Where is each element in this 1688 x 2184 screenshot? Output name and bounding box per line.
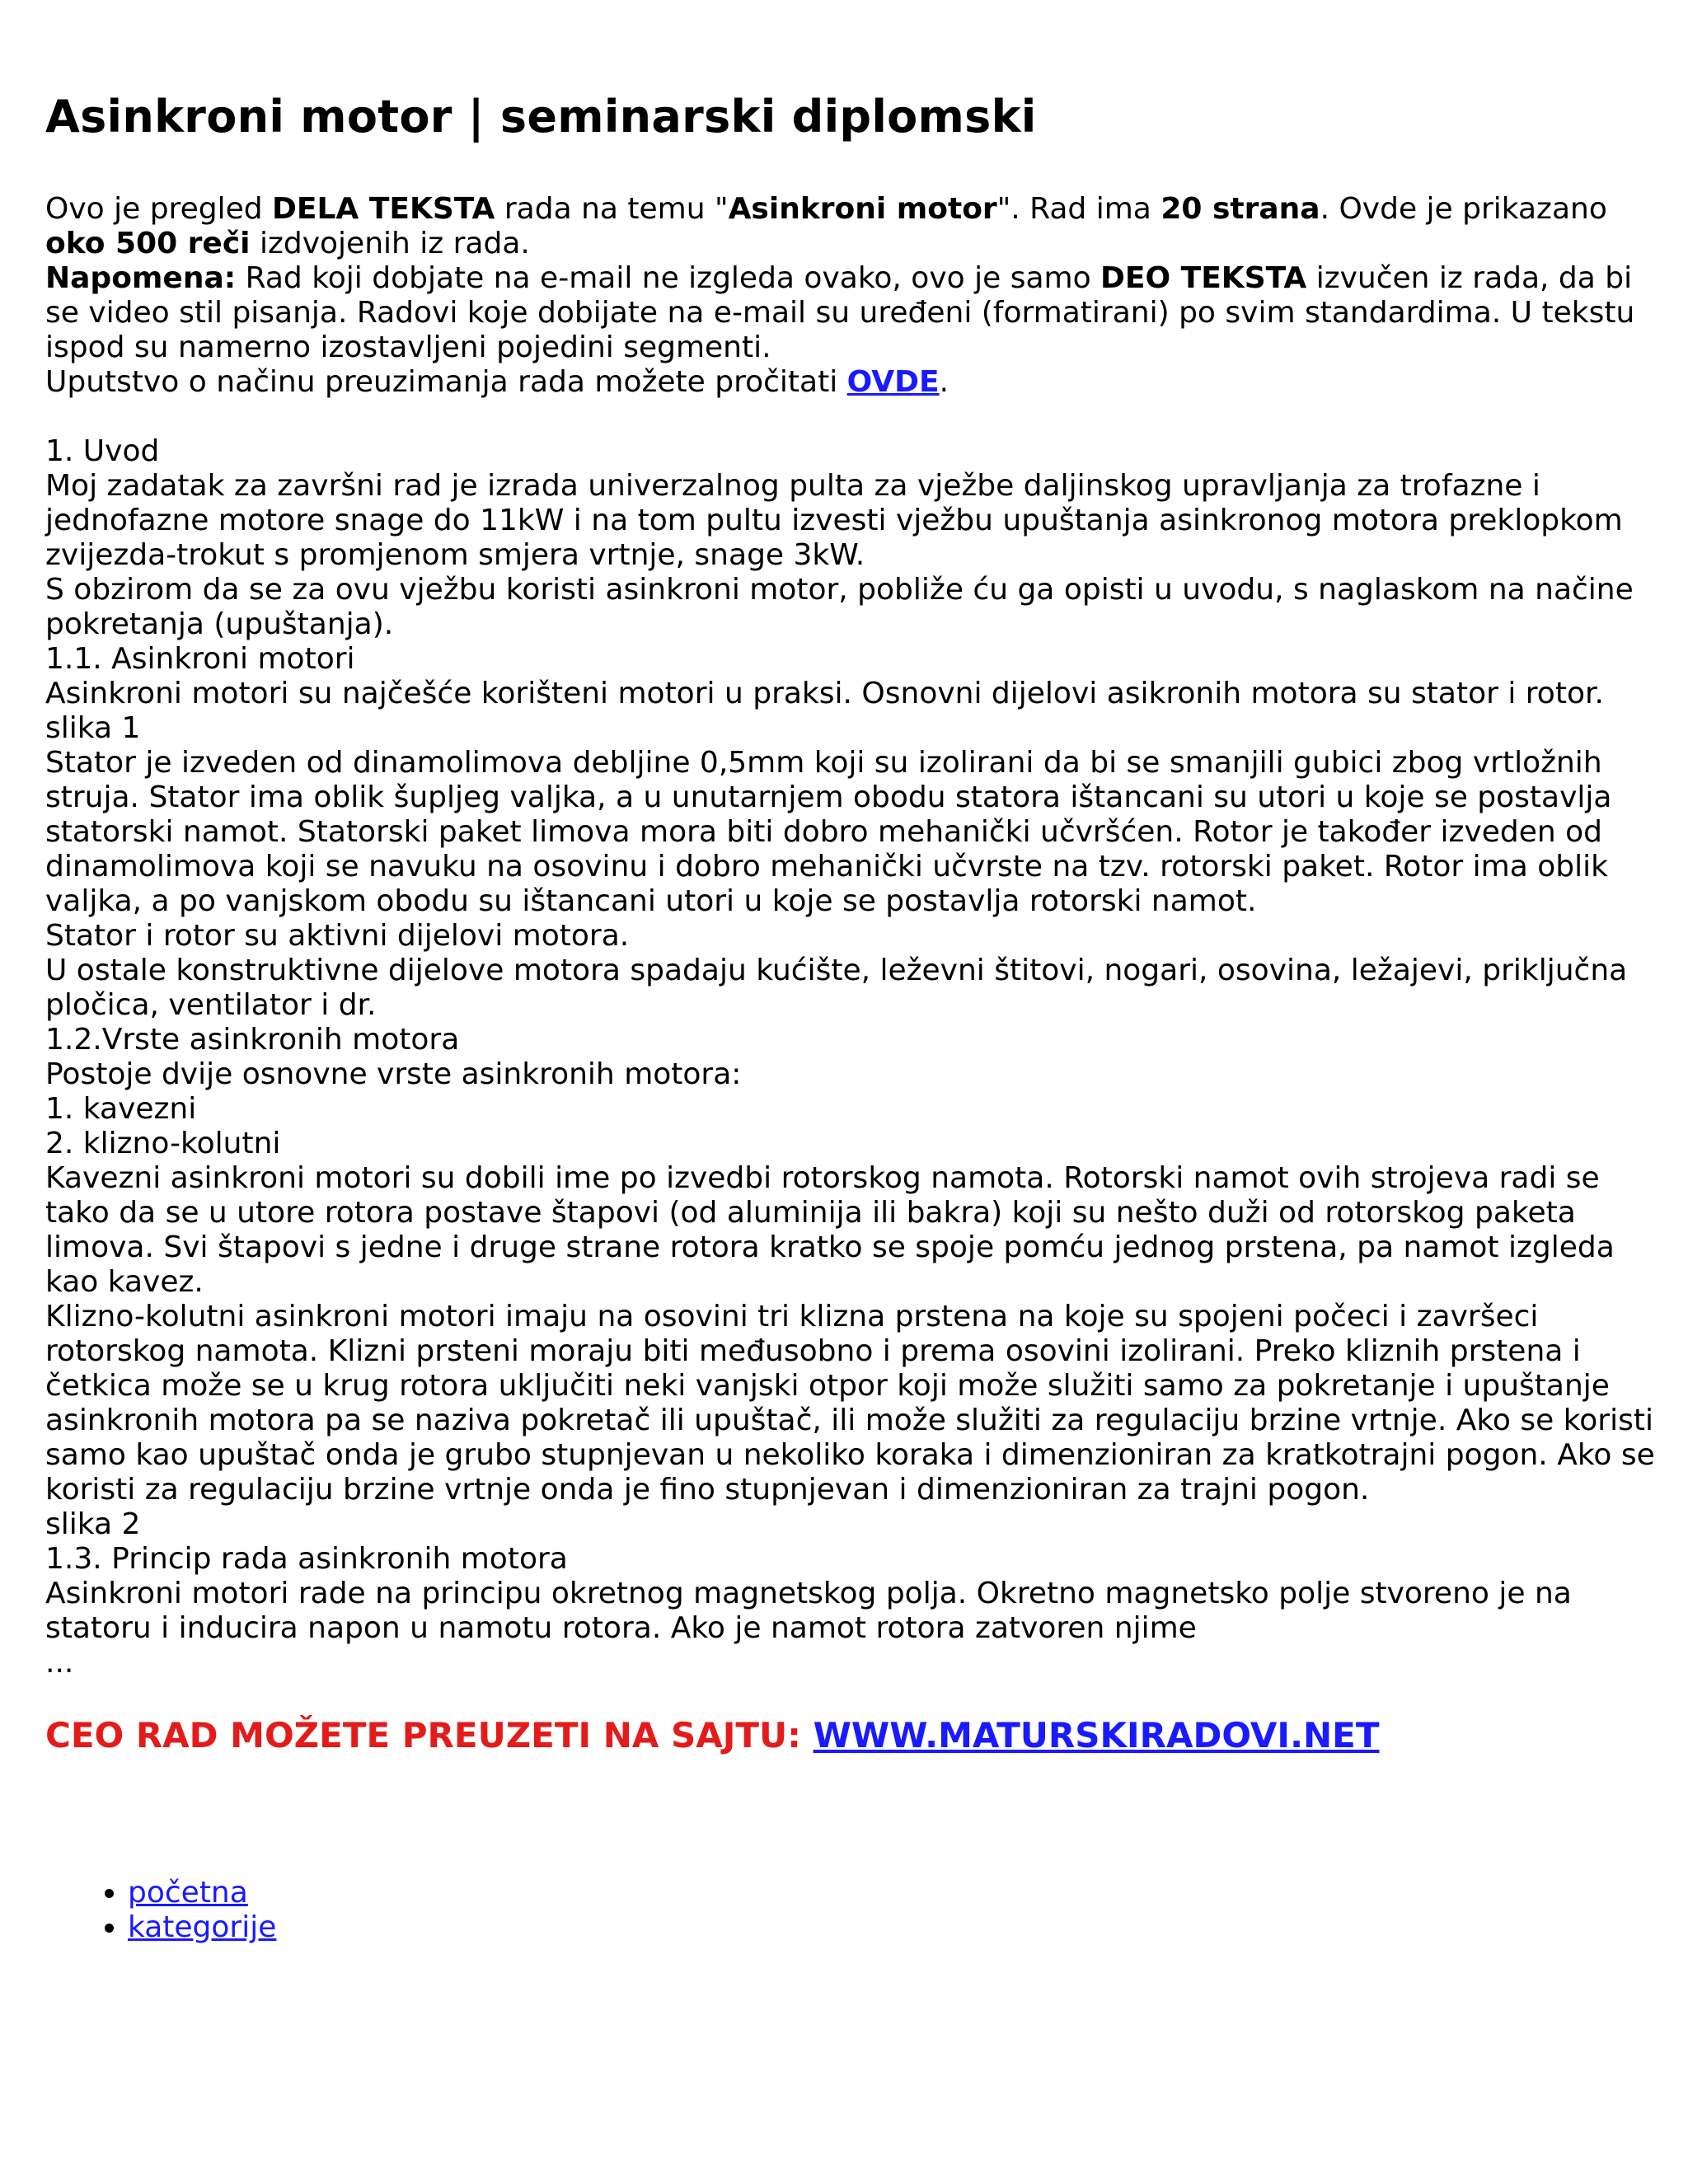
spacer	[45, 400, 1661, 434]
body-line: U ostale konstruktivne dijelove motora spadaju kućište, leževni štitovi, nogari, osovina, ležajevi, priključna pločica, ventilator i dr.	[45, 953, 1628, 1022]
intro-bold: DELA TEKSTA	[272, 191, 495, 226]
note-text: Rad koji dobjate na e-mail ne izgleda ovako, ovo je samo	[236, 260, 1101, 295]
note-paragraph	[45, 261, 1661, 365]
body-line: Moj zadatak za završni rad je izrada univerzalnog pulta za vježbe daljinskog upravljanja za trofazne i jednofazne motore snage do 11kW i na tom pultu izvesti vježbu upuštanja asinkronog motora preklopkom zvijezda-trokut s promjenom smjera vrtnje, snage 3kW.	[45, 468, 1623, 572]
instructions-link[interactable]: OVDE	[846, 364, 940, 399]
site-link[interactable]: WWW.MATURSKIRADOVI.NET	[813, 1714, 1380, 1755]
footer-nav	[45, 1876, 1661, 1945]
download-callout	[45, 1715, 1661, 1756]
nav-link-home[interactable]: početna	[128, 1875, 248, 1910]
word-count-bold: oko 500 reči	[45, 226, 251, 260]
body-line: Asinkroni motori rade na principu okretnog magnetskog polja. Okretno magnetsko polje stvoreno je na statoru i inducira napon u namotu rotora. Ako je namot rotora zatvoren njime	[45, 1576, 1572, 1645]
body-line: slika 1	[45, 710, 141, 745]
nav-item-home	[128, 1876, 1661, 1910]
body-line: Postoje dvije osnovne vrste asinkronih motora:	[45, 1057, 742, 1091]
note-text: izvučen iz rada, da bi se video stil pisanja. Radovi koje dobijate na e-mail su uređeni (formatirani) po svim standardima. U tekstu ispod su namerno izostavljeni pojedini segmenti.	[45, 260, 1635, 364]
body-line: 1.1. Asinkroni motori	[45, 641, 355, 676]
page-title: Asinkroni motor | seminarski diplomski	[45, 91, 1037, 143]
intro-text: ". Rad ima	[996, 191, 1161, 226]
page-content	[45, 91, 1661, 1945]
intro-text: izdvojenih iz rada.	[250, 226, 530, 260]
intro-paragraph	[45, 192, 1661, 261]
body-line: 1. kavezni	[45, 1091, 197, 1126]
body-line: slika 2	[45, 1507, 141, 1541]
topic-bold: Asinkroni motor	[728, 191, 997, 226]
body-line: Klizno-kolutni asinkroni motori imaju na osovini tri klizna prstena na koje su spojeni počeci i završeci rotorskog namota. Klizni prsteni moraju biti međusobno i prema osovini izolirani. Preko kliznih prstena i četkica može se u krug rotora uključiti neki vanjski otpor koji može služiti samo za pokretanje i upuštanje asinkronih motora pa se naziva pokretač ili upuštač, ili može služiti za regulaciju brzine vrtnje. Ako se koristi samo kao upuštač onda je grubo stupnjevan u nekoliko koraka i dimenzioniran za kratkotrajni pogon. Ako se koristi za regulaciju brzine vrtnje onda je fino stupnjevan i dimenzioniran za trajni pogon.	[45, 1299, 1655, 1507]
body-line: 1.3. Princip rada asinkronih motora	[45, 1541, 568, 1576]
body-line: 2. klizno-kolutni	[45, 1126, 281, 1160]
note-bold: DEO TEKSTA	[1100, 260, 1307, 295]
note-label: Napomena:	[45, 260, 237, 295]
instructions-text: Uputstvo o načinu preuzimanja rada možete pročitati	[45, 364, 847, 399]
nav-link-categories[interactable]: kategorije	[128, 1910, 277, 1944]
intro-section	[45, 192, 1661, 400]
body-line: ...	[45, 1645, 74, 1680]
body-line: 1. Uvod	[45, 434, 160, 468]
body-line: Stator i rotor su aktivni dijelovi motora.	[45, 918, 630, 953]
intro-text: Ovo je pregled	[45, 191, 273, 226]
body-line: S obzirom da se za ovu vježbu koristi asinkroni motor, pobliže ću ga opisti u uvodu, s naglaskom na načine pokretanja (upuštanja).	[45, 572, 1634, 641]
article-body	[45, 434, 1661, 1680]
body-line: Asinkroni motori su najčešće korišteni motori u praksi. Osnovni dijelovi asikronih motora su stator i rotor.	[45, 676, 1604, 710]
intro-text: . Ovde je prikazano	[1320, 191, 1607, 226]
instructions-paragraph	[45, 365, 1661, 400]
instructions-text-end: .	[939, 364, 950, 399]
body-line: Stator je izveden od dinamolimova debljine 0,5mm koji su izolirani da bi se smanjili gubici zbog vrtložnih struja. Stator ima oblik šupljeg valjka, a u unutarnjem obodu statora ištancani su utori u koje se postavlja statorski namot. Statorski paket limova mora biti dobro mehanički učvršćen. Rotor je također izveden od dinamolimova koji se navuku na osovinu i dobro mehanički učvrste na tzv. rotorski paket. Rotor ima oblik valjka, a po vanjskom obodu su ištancani utori u koje se postavlja rotorski namot.	[45, 745, 1612, 918]
intro-text: rada na temu "	[495, 191, 729, 226]
body-line: 1.2.Vrste asinkronih motora	[45, 1022, 460, 1057]
body-line: Kavezni asinkroni motori su dobili ime po izvedbi rotorskog namota. Rotorski namot ovih strojeva radi se tako da se u utore rotora postave štapovi (od aluminija ili bakra) koji su nešto duži od rotorskog paketa limova. Svi štapovi s jedne i druge strane rotora kratko se spoje pomću jednog prstena, pa namot izgleda kao kavez.	[45, 1160, 1615, 1299]
page-count-bold: 20 strana	[1160, 191, 1320, 226]
download-callout-text: CEO RAD MOŽETE PREUZETI NA SAJTU:	[45, 1714, 814, 1755]
nav-item-categories	[128, 1910, 1661, 1945]
